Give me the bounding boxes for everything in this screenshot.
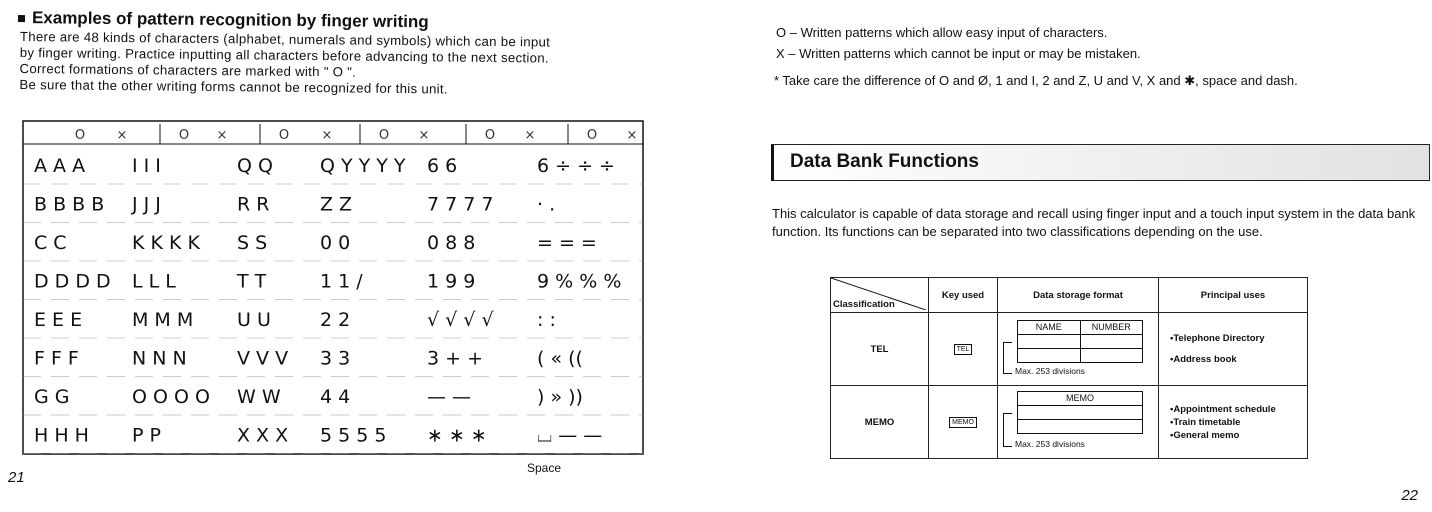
intro-line: Correct formations of characters are marked with " O ". [19,60,357,80]
header-classification [831,278,929,313]
character-grid-svg [22,120,644,455]
header-mark: × [626,128,638,143]
header-mark: O [278,128,290,143]
grid-cell-text: · . [537,193,556,216]
cell-uses [1159,313,1308,386]
right-page [716,0,1432,512]
grid-cell-text: S S [237,232,268,254]
grid-cell-text: = = = [537,232,597,254]
header-mark: × [216,128,228,143]
grid-cell-text: E E E [34,309,83,331]
header-key: Key used [929,278,998,313]
header-mark: × [418,128,430,143]
bracket [1003,342,1012,374]
grid-cell-text: W W [237,386,281,408]
header-mark: O [74,128,86,143]
header-mark: × [321,128,333,143]
header-classification-label: Classification [833,299,895,310]
table-header-row [831,278,1308,313]
page-number: 22 [1401,487,1418,504]
table-row [831,313,1308,386]
grid-cell-text: H H H [34,424,89,447]
grid-cell-text: X X X [237,424,289,447]
memo-key-icon: MEMO [949,417,977,428]
format-box [1017,320,1143,363]
grid-cell-text: ∗ ∗ ∗ [427,424,487,447]
header-mark: O [586,128,598,143]
grid-cell-text: B B B B [34,193,105,216]
table-row [831,386,1308,459]
grid-cell-text: A A A [34,155,86,177]
bullet-square-icon [18,15,25,22]
section-title: Data Bank Functions [790,151,979,172]
cell-classification: TEL [831,313,929,386]
note-x: X – Written patterns which cannot be input or may be mistaken. [776,46,1141,61]
format-col-number: NUMBER [1091,322,1131,332]
grid-cell-text: U U [237,309,271,331]
grid-cell-text: I I I [132,155,161,177]
max-divisions: Max. 253 divisions [1015,366,1085,376]
grid-cell-text: 9 % % % [537,270,622,293]
cell-key [929,313,998,386]
grid-cell-text: 5 5 5 5 [320,424,387,447]
grid-cell-text: C C [34,232,67,254]
grid-cell-text: ⌴ — — [537,424,603,447]
header-uses: Principal uses [1159,278,1308,313]
use-item: • Appointment schedule [1170,403,1306,416]
care-note: * Take care the difference of O and Ø, 1 and I, 2 and Z, U and V, X and ✱, space and dash. [774,73,1298,88]
grid-cell-text: D D D D [34,270,111,293]
grid-cell-text: √ √ √ √ [427,309,494,331]
header-mark: O [378,128,390,143]
cell-format [998,386,1159,459]
grid-cell-text: G G [34,386,70,408]
grid-cell-text: 4 4 [320,386,351,408]
grid-cell-text: 7 7 7 7 [427,193,494,216]
header-mark: × [116,128,128,143]
heading-text: Examples of pattern recognition by finger writing [31,8,429,32]
header-format: Data storage format [998,278,1159,313]
space-label: Space [527,461,562,475]
grid-cell-text: ) » )) [537,386,583,408]
grid-cell-text: J J J [132,193,161,216]
intro-text [19,29,685,100]
grid-cell-text: V V V [237,347,289,370]
legend-notes [776,22,1141,64]
grid-cell-text: K K K K [132,232,200,254]
grid-cell-text: — — [427,386,472,408]
cell-format [998,313,1159,386]
grid-cell-text: Z Z [320,193,353,216]
intro-line: There are 48 kinds of characters (alphabet, numerals and symbols) which can be input [19,29,551,50]
grid-cell-text: F F F [34,347,79,370]
grid-cell-text: 3 + + [427,347,484,370]
header-mark: × [524,128,536,143]
note-o: O – Written patterns which allow easy input of characters. [776,25,1108,40]
grid-cell-text: L L L [132,270,176,293]
grid-cell-text: Q Y Y Y Y [320,155,406,177]
grid-cell-text: M M M [132,309,194,331]
use-item: • Telephone Directory [1170,332,1306,345]
cell-uses [1159,386,1308,459]
grid-cell-text: T T [237,270,267,293]
grid-cell-text: 6 ÷ ÷ ÷ [537,155,615,177]
bracket [1003,413,1012,447]
tel-key-icon: TEL [954,344,973,355]
data-bank-header [771,144,1430,181]
cell-key [929,386,998,459]
format-col-memo: MEMO [1066,393,1094,403]
use-item: • Address book [1170,353,1306,366]
grid-cell-text: 0 8 8 [427,232,476,254]
grid-cell-text: 1 1 / [320,270,363,293]
intro-line: Be sure that the other writing forms cannot be recognized for this unit. [19,76,448,97]
grid-cell-text: 1 9 9 [427,270,476,293]
header-mark: O [178,128,190,143]
grid-cell-text: 3 3 [320,347,351,370]
max-divisions: Max. 253 divisions [1015,439,1085,449]
grid-cell-text: 6 6 [427,155,458,177]
grid-cell-text: N N N [132,347,187,370]
grid-cell-text: R R [237,193,270,216]
format-col-name: NAME [1018,321,1081,334]
grid-cell-text: Q Q [237,155,273,177]
classification-table [830,277,1308,459]
character-grid [22,120,644,455]
grid-cell-text: 2 2 [320,309,351,331]
grid-cell-text: : : [537,309,556,331]
grid-cell-text: O O O O [132,386,210,408]
cell-classification: MEMO [831,386,929,459]
grid-cell-text: 0 0 [320,232,351,254]
format-box [1017,391,1143,434]
header-mark: O [484,128,496,143]
grid-cell-text: P P [132,424,161,447]
use-item: • General memo [1170,429,1306,442]
use-item: • Train timetable [1170,416,1306,429]
intro-line: by finger writing. Practice inputting all characters before advancing to the next section. [19,44,549,66]
description: This calculator is capable of data storage and recall using finger input and a touch input system in the data bank function. Its functions can be separated into two classifications depending on the use. [772,206,1416,239]
grid-cell-text: ( « (( [537,347,583,370]
page-number: 21 [8,469,25,486]
